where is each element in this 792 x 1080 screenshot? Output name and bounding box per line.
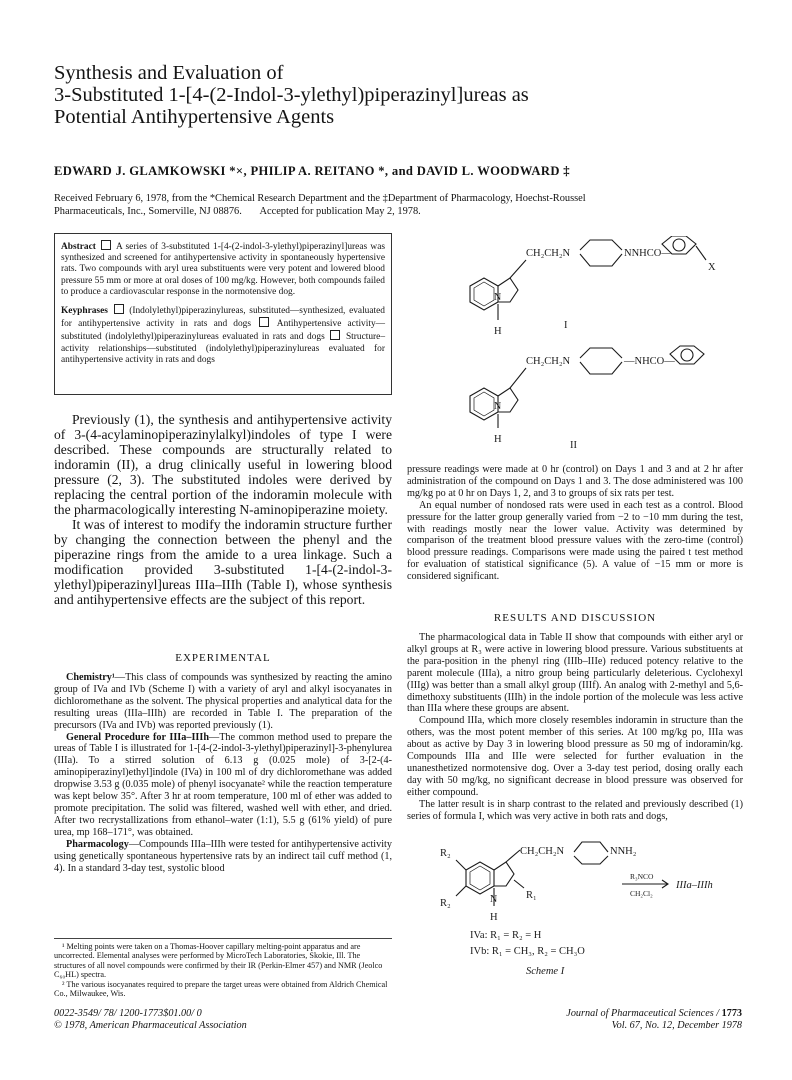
footnotes: [54, 938, 392, 998]
scheme-pyrrole-ring: [494, 862, 514, 886]
footer-journal-name: Journal of Pharmaceutical Sciences /: [566, 1008, 720, 1019]
structure-ii-label: II: [570, 440, 577, 451]
footer-volume: Vol. 67, No. 12, December 1978: [611, 1020, 742, 1031]
abstract-label: Abstract: [61, 242, 96, 252]
scheme-r2-bottom: R₂: [440, 898, 451, 909]
received-line-2: Pharmaceuticals, Inc., Somerville, NJ 08876. Accepted for publication May 2, 1978.: [54, 205, 421, 217]
scheme-ethyl-bond: [506, 850, 520, 862]
piperidine-top: [580, 348, 622, 358]
continued-paragraph-2: An equal number of nondosed rats were used in each test as a control. Blood pressure for the latter group generally varied from −2 to −10 mm during the test, with readings mostly near the lower value. Activity was determined by comparison of the treatment blood pressure values with the zero-time (control) blood pressure readings. Comparisons were made using the paired t test method for evaluation of statistical significance (5). A value of −15 mm or more is considered significant.: [407, 499, 743, 583]
s2-n-label: N: [494, 401, 502, 412]
s1-h-label: H: [494, 326, 502, 337]
scheme-iva-definition: IVa: R₁ = R₂ = H: [470, 930, 542, 941]
x-bond: [696, 246, 706, 260]
footer-issn: 0022-3549/ 78/ 1200-1773$01.00/ 0: [54, 1008, 202, 1019]
chemistry-paragraph: [54, 672, 392, 732]
title-line-3: Potential Antihypertensive Agents: [54, 106, 335, 128]
piperidine-bottom: [580, 362, 622, 374]
scheme-n-label: N: [490, 894, 498, 905]
benzene-ring-inner: [474, 282, 494, 306]
scheme-i-figure: [436, 840, 746, 1000]
introduction: [54, 412, 392, 607]
s2-h-label: H: [494, 434, 502, 445]
chemistry-label: Chemistry¹: [66, 672, 115, 683]
structures-figure: [440, 236, 740, 460]
ethyl-bond: [510, 260, 526, 278]
results-paragraph-3: The latter result is in sharp contrast to the related and previously described (1) series of formula I, which was very active in both rats and dogs,: [407, 798, 743, 822]
scheme-piperazine-top: [574, 842, 608, 852]
page-number: 1773: [721, 1008, 742, 1019]
experimental-heading: EXPERIMENTAL: [175, 652, 271, 664]
results-heading: RESULTS AND DISCUSSION: [493, 612, 657, 624]
scheme-r2-bot-bond: [456, 886, 466, 896]
s1-x-label: X: [708, 262, 716, 273]
keyphrase-3: Structure–activity relationships—substituted (indolylethyl)piperazinylureas evaluated for antihypertensive activity in rats and dogs: [61, 332, 386, 365]
received-line-1: Received February 6, 1978, from the *Chemical Research Department and the ‡Department of Pharmacology, Hoechst-Roussel: [54, 193, 586, 204]
scheme-r2-top: R₂: [440, 848, 451, 859]
scheme-label: Scheme I: [526, 966, 565, 977]
received-note: [54, 193, 744, 218]
right-column-continued: [407, 464, 743, 583]
intro-paragraph-1: Previously (1), the synthesis and antihypertensive activity of 3-(4-acylaminopiperazinylalkyl)indoles of type I were described. These compounds are structurally related to indoramin (II), a drug clinically useful in lowering blood pressure (2, 3). The substituted indoles were derived by replacing the central portion of the indoramin molecule with the pharmacologically interesting N-aminopiperazine moiety.: [54, 412, 392, 517]
benzene-ring-2-inner: [474, 392, 494, 416]
footer-right: [508, 1008, 742, 1032]
pharmacology-label: Pharmacology: [66, 838, 129, 850]
results-paragraph-2: Compound IIIa, which more closely resembles indoramin in structure than the others, was the most potent member of this series. At 100 mg/kg po, IIIa was about as active by Day 3 in lowering blood pressure as 50 mg of indoramin/kg. Compounds IIIa and IIIe were selected for further evaluation in the unanesthetized normotensive dog. Over a 3-day test period, dosing orally each day with 50 mg/kg, no significant decrease in blood pressure was observed for either compound.: [407, 715, 743, 798]
scheme-r2-top-bond: [456, 860, 466, 870]
piperazine-top: [580, 240, 622, 250]
results-paragraph-1: The pharmacological data in Table II show that compounds with either aryl or alkyl groups at R₃ were active in lowering blood pressure. Various substituents at the para-position in the phenyl ring (IIIb–IIIe) reduced potency relative to the parent molecule (IIIa), a nitro group being particularly deleterious. Cyclohexyl (IIIg) was better than a small alkyl group (IIIf). An analog with 2-methyl and 5,6-dimethoxy substituents (IIIh) in the indole portion of the molecule was less active than IIIa where these groups are absent.: [407, 632, 743, 715]
s2-right-label: —NHCO—: [624, 356, 675, 367]
abstract-paragraph: [61, 240, 385, 298]
keyphrases-paragraph: [61, 304, 385, 366]
author-list: EDWARD J. GLAMKOWSKI *×, PHILIP A. REITANO *, and DAVID L. WOODWARD ‡: [54, 164, 570, 178]
square-bullet-icon: [114, 304, 124, 314]
pharmacology-text: —Compounds IIIa–IIIh were tested for antihypertensive activity using genetically spontaneous hypertensive rats by an indirect tail cuff method (1, 4). In a standard 3-day test, systolic blood: [54, 838, 392, 874]
square-bullet-icon: [101, 240, 111, 250]
general-procedure-text: —The common method used to prepare the ureas of Table I is illustrated for 1-[4-(2-indol-3-ylethyl)piperazinyl]-3-phenylurea (IIIa). To a stirred solution of 6.13 g (0.025 mole) of 3-[2-(4-aminopiperazinyl)ethyl]indole (IVa) in 100 ml of dry dichloromethane was added dropwise 3.53 g (0.035 mole) of phenyl isocyanate² while the reaction temperature was kept below 35°. After 3 hr at room temperature, 100 ml of ether was added to promote precipitation. The solid was filtered, washed well with ether, and dried. After two recrystallizations from ethanol–water (1:1), 5.5 g (61% yield) of pure urea, mp 168–171°, was obtained.: [54, 731, 392, 838]
s2-chain-label: CH₂CH₂N: [526, 356, 571, 367]
s1-chain-label: CH₂CH₂N: [526, 248, 571, 259]
scheme-right-label: NNH₂: [610, 846, 637, 857]
scheme-h-label: H: [490, 912, 498, 923]
s1-right-label: NNHCO—: [624, 248, 672, 259]
keyphrase-2: Antihypertensive activity—substituted (indolylethyl)piperazinylureas evaluated in rats and dogs: [61, 319, 386, 343]
general-procedure-paragraph: [54, 732, 392, 839]
square-bullet-icon: [330, 330, 340, 340]
keyphrase-1: (Indolylethyl)piperazinylureas, substituted—synthesized, evaluated for antihypertensive activity in rats and dogs: [61, 306, 385, 330]
scheme-reagent-top: R₃NCO: [630, 872, 654, 881]
footer-journal: [508, 1008, 742, 1020]
general-procedure-label: General Procedure for IIIa–IIIh: [66, 731, 210, 743]
pharmacology-paragraph: [54, 839, 392, 875]
keyphrases-label: Keyphrases: [61, 306, 108, 317]
chemistry-text: —This class of compounds was synthesized by reacting the amino group of IVa and IVb (Scheme I) with a variety of aryl and alkyl isocyanates in dichloromethane as the solvent. The physical properties and analytical data for the resulting ureas (IIIa–IIIh) are recorded in Table I. The preparation of the precursors (IVa and IVb) was reported previously (1).: [54, 672, 392, 731]
phenyl-aromatic-circle: [673, 239, 685, 251]
results-section: [407, 632, 743, 823]
abstract-box: [54, 233, 392, 395]
footer-left: [54, 1008, 247, 1032]
structure-i-label: I: [564, 320, 568, 331]
scheme-product-label: IIIa–IIIh: [676, 880, 713, 891]
s1-n-label: N: [494, 292, 502, 303]
piperazine-bottom: [580, 254, 622, 266]
scheme-ivb-definition: IVb: R₁ = CH₃, R₂ = CH₃O: [470, 946, 585, 957]
ethyl-bond-2: [510, 368, 526, 388]
continued-paragraph-1: pressure readings were made at 0 hr (control) on Days 1 and 3 and at 2 hr after administration of the compound on Days 1 and 3. The dose administered was 100 mg/kg po at 0 hr on Days 1, 2, and 3 to groups of six rats per test.: [407, 464, 743, 499]
abstract-text: A series of 3-substituted 1-[4-(2-indol-3-ylethyl)piperazinyl]ureas was synthesized and screened for antihypertensive activity in spontaneously hypertensive rats. Two compounds with aryl urea substituents were very potent and lowered blood pressure 55 mm or more at oral doses of 100 mg/kg. However, both compounds failed to produce a cardiovascular response in the normotensive dog.: [61, 242, 386, 297]
scheme-benzene-inner: [470, 866, 490, 890]
scheme-reagent-bottom: CH₂Cl₂: [630, 889, 653, 898]
square-bullet-icon: [259, 317, 269, 327]
article-title: [54, 62, 614, 128]
scheme-chain-label: CH₂CH₂N: [520, 846, 565, 857]
scheme-r1-bond: [514, 880, 524, 888]
title-line-2: 3-Substituted 1-[4-(2-Indol-3-ylethyl)piperazinyl]ureas as: [54, 84, 529, 106]
experimental-section: [54, 672, 392, 874]
footer-copyright: © 1978, American Pharmaceutical Association: [54, 1020, 247, 1031]
intro-paragraph-2: It was of interest to modify the indoramin structure further by changing the connection between the phenyl and the piperazine rings from the amide to a urea linkage. Such a modification provided 3-substituted 1-[4-(2-indol-3-ylethyl)piperazinyl]ureas IIIa–IIIh (Table I), whose synthesis and antihypertensive effects are the subject of this report.: [54, 517, 392, 607]
scheme-piperazine-bottom: [574, 856, 608, 864]
footnote-2: ² The various isocyanates required to prepare the target ureas were obtained from Aldrich Chemical Co., Milwaukee, Wis.: [54, 979, 388, 999]
phenyl-aromatic-circle-2: [681, 349, 693, 361]
title-line-1: Synthesis and Evaluation of: [54, 62, 284, 84]
scheme-r1-label: R₁: [526, 890, 537, 901]
footnote-1: ¹ Melting points were taken on a Thomas-Hoover capillary melting-point apparatus and are uncorrected. Elemental analyses were performed by MicroTech Laboratories, Skokie, Ill. The structures of all novel compounds were confirmed by their IR (Perkin-Elmer 457) and NMR (Jeolco C₆₀HL) spectra.: [54, 942, 383, 980]
